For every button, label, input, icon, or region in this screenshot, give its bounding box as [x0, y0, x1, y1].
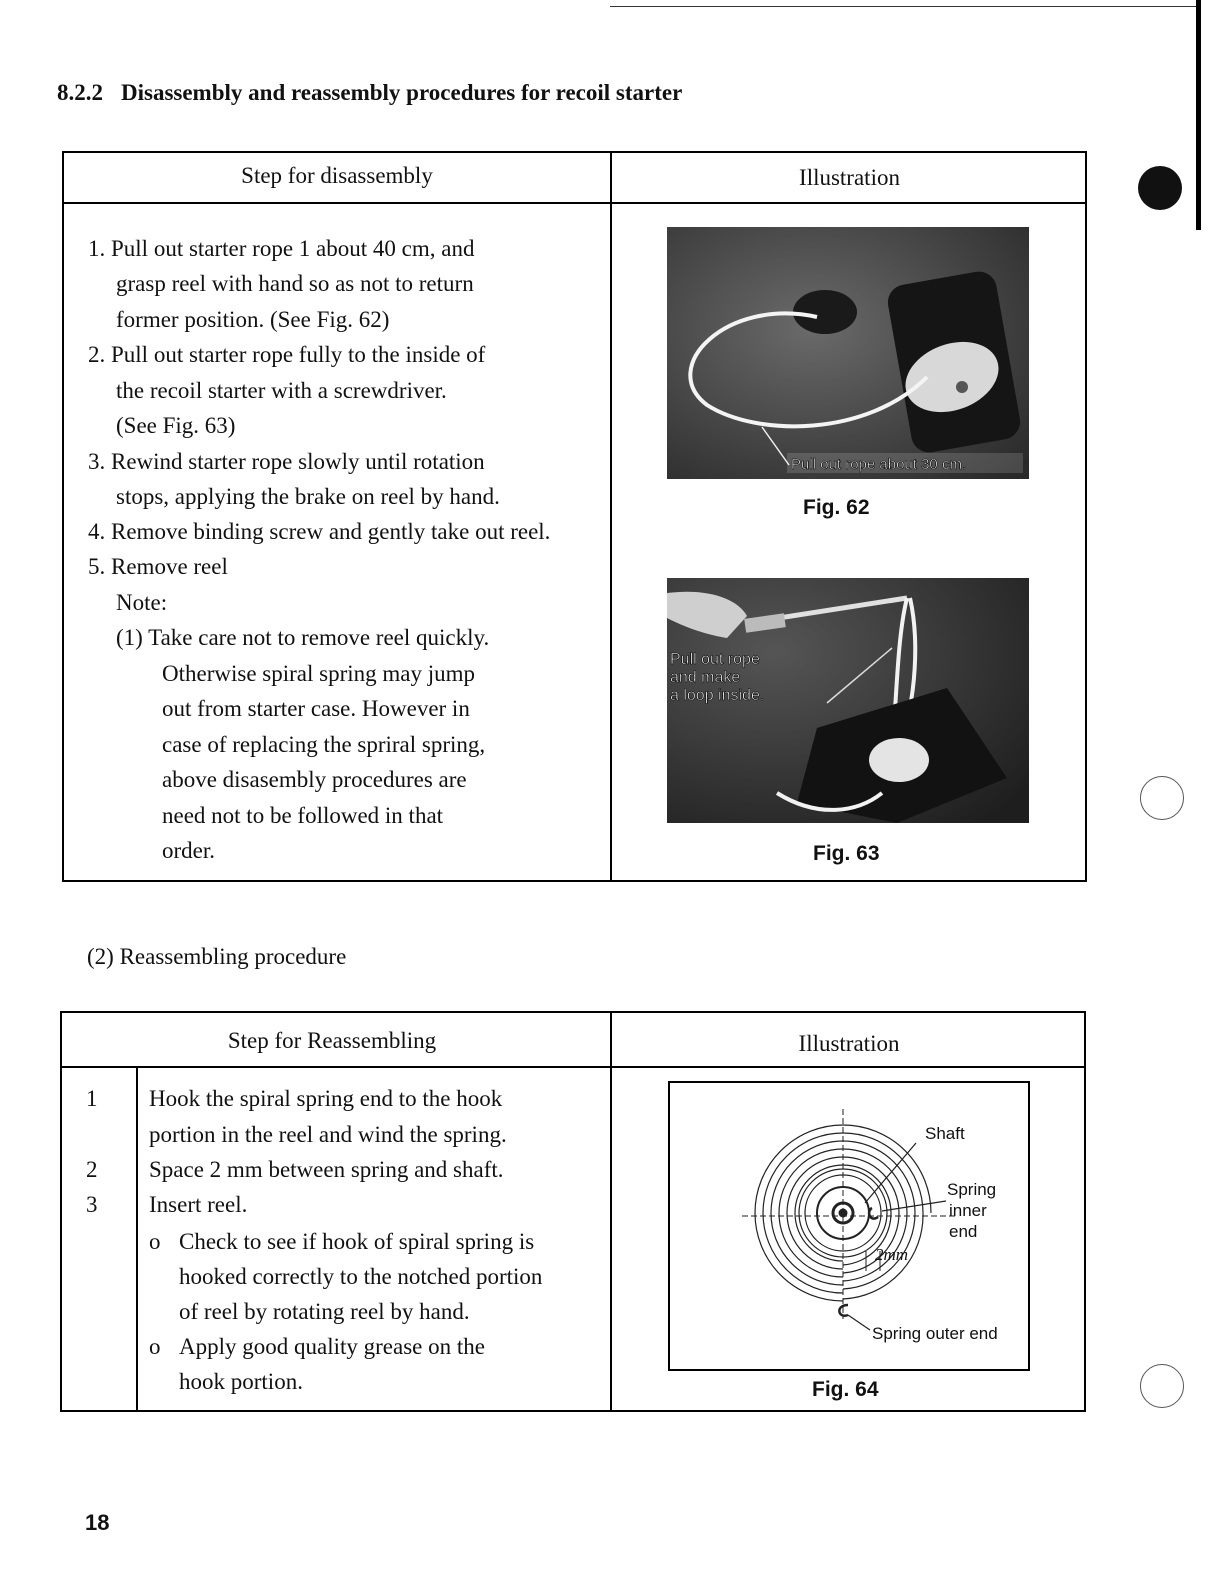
page-number: 18 — [85, 1510, 110, 1535]
bullet-glyph: o — [149, 1334, 161, 1359]
fig62-label: Pull out rope about 30 cm. — [791, 456, 967, 473]
step-number: 3 — [86, 1192, 98, 1217]
fig64-spring-inner-label: inner — [949, 1201, 987, 1220]
fig64-gap-label: 2mm — [875, 1245, 909, 1264]
bullet-line: hooked correctly to the notched portion — [179, 1264, 543, 1289]
fig63-caption: Fig. 63 — [813, 842, 880, 865]
step-line: above disasembly procedures are — [162, 767, 467, 792]
section-heading — [57, 80, 682, 106]
scan-edge-line — [1196, 0, 1201, 230]
step-line: 5. Remove reel — [88, 554, 228, 579]
fig64-caption: Fig. 64 — [812, 1378, 879, 1401]
reassembly-line: Insert reel. — [149, 1192, 248, 1217]
step-line: (See Fig. 63) — [116, 413, 236, 438]
bullet-glyph: o — [149, 1229, 161, 1254]
step-number: 2 — [86, 1157, 98, 1182]
binder-hole-decoration — [1140, 776, 1184, 820]
step-line: out from starter case. However in — [162, 696, 470, 721]
reassembly-subheading: (2) Reassembling procedure — [87, 944, 347, 969]
fig63-label-line: Pull out rope — [670, 651, 760, 668]
step-number: 1 — [86, 1086, 98, 1111]
bullet-line: hook portion. — [179, 1369, 303, 1394]
fig64-diagram — [668, 1081, 1030, 1371]
fig63-label-line: and make — [670, 669, 741, 686]
fig62-caption: Fig. 62 — [803, 496, 870, 519]
reassembly-step-header: Step for Reassembling — [227, 1028, 437, 1053]
section-number: 8.2.2 — [57, 80, 103, 105]
reassembly-line: portion in the reel and wind the spring. — [149, 1122, 507, 1147]
binder-hole-decoration — [1138, 166, 1182, 210]
disassembly-step-header: Step for disassembly — [241, 163, 433, 188]
step-line: grasp reel with hand so as not to return — [116, 271, 474, 296]
step-line: order. — [162, 838, 216, 863]
section-title: Disassembly and reassembly procedures for recoil starter — [121, 80, 683, 105]
step-line: former position. (See Fig. 62) — [116, 307, 390, 332]
step-line: 3. Rewind starter rope slowly until rotation — [88, 449, 485, 474]
step-line: Otherwise spiral spring may jump — [162, 661, 476, 686]
step-line: Note: — [116, 590, 168, 615]
fig64-spring-outer-label: Spring outer end — [872, 1324, 998, 1343]
step-line: stops, applying the brake on reel by hand. — [116, 484, 500, 509]
fig63-photo — [667, 578, 1029, 823]
bullet-item: o Apply good quality grease on the — [149, 1329, 485, 1365]
bullet-item: o Check to see if hook of spiral spring is — [149, 1224, 534, 1260]
step-line: 2. Pull out starter rope fully to the inside of — [88, 342, 486, 367]
reassembly-line: Hook the spiral spring end to the hook — [149, 1086, 503, 1111]
fig64-spring-inner-label: end — [949, 1222, 978, 1241]
binder-hole-decoration — [1140, 1364, 1184, 1408]
step-line: case of replacing the spriral spring, — [162, 732, 486, 757]
step-line: the recoil starter with a screwdriver. — [116, 378, 447, 403]
reassembly-line: Space 2 mm between spring and shaft. — [149, 1157, 504, 1182]
step-line: need not to be followed in that — [162, 803, 444, 828]
fig64-shaft-label: Shaft — [925, 1124, 965, 1143]
step-line: 1. Pull out starter rope 1 about 40 cm, and — [88, 236, 475, 261]
fig63-label-line: a loop inside. — [670, 687, 765, 704]
reassembly-illustration-header: Illustration — [798, 1031, 900, 1056]
step-line: (1) Take care not to remove reel quickly. — [116, 625, 490, 650]
bullet-line: of reel by rotating reel by hand. — [179, 1299, 470, 1324]
scan-edge-line — [610, 6, 1196, 7]
disassembly-illustration-header: Illustration — [799, 165, 900, 190]
step-line: 4. Remove binding screw and gently take out reel. — [88, 519, 551, 544]
fig62-photo — [667, 227, 1029, 479]
fig64-spring-inner-label: Spring — [947, 1180, 997, 1199]
